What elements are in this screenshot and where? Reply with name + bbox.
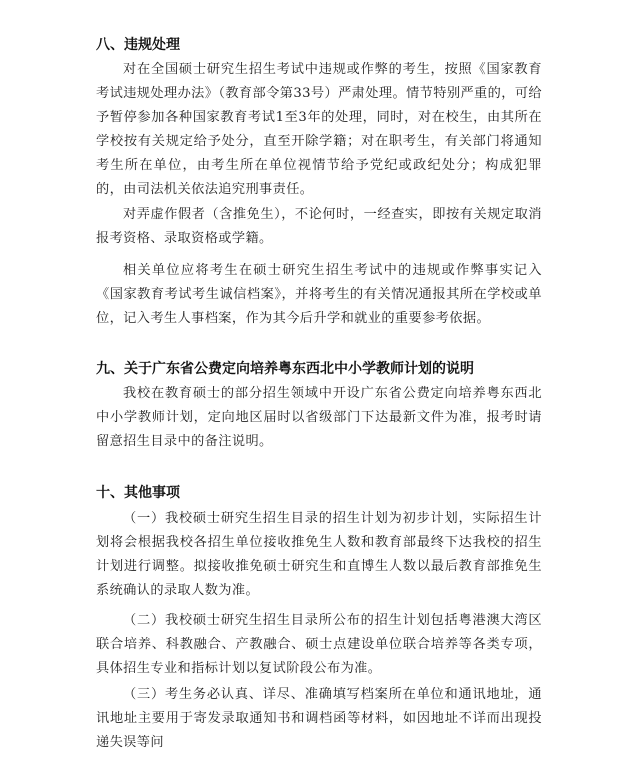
section-8-heading: 八、违规处理 [96, 37, 180, 53]
section-10-paragraph-1: （一）我校硕士研究生招生目录的招生计划为初步计划，实际招生计划将会根据我校各招生单位接收推免生人数和教育部最终下达我校的招生计划进行调整。拟接收推免硕士研究生和直博生人数以最后教育部推免生系统确认的录取人数为准。 [96, 511, 542, 598]
section-8-paragraph-1: 对在全国硕士研究生招生考试中违规或作弊的考生，按照《国家教育考试违规处理办法》（教育部令第33号）严肃处理。情节特别严重的，可给予暂停参加各种国家教育考试1至3年的处理，同时，对在校生，由其所在学校按有关规定给予处分，直至开除学籍；对在职考生，有关部门将通知考生所在单位，由考生所在单位视情节给予党纪或政纪处分；构成犯罪的，由司法机关依法追究刑事责任。 [96, 62, 542, 197]
section-8-paragraph-3: 相关单位应将考生在硕士研究生招生考试中的违规或作弊事实记入《国家教育考试考生诚信档案》，并将考生的有关情况通报其所在学校或单位，记入考生人事档案，作为其今后升学和就业的重要参考依据。 [96, 263, 542, 326]
section-8-paragraph-2: 对弄虚作假者（含推免生），不论何时，一经查实，即按有关规定取消报考资格、录取资格或学籍。 [96, 207, 542, 246]
section-10-paragraph-3: （三）考生务必认真、详尽、准确填写档案所在单位和通讯地址，通讯地址主要用于寄发录取通知书和调档函等材料，如因地址不详而出现投递失误等问 [96, 687, 542, 750]
section-10-heading: 十、其他事项 [96, 485, 180, 501]
section-9-paragraph-1: 我校在教育硕士的部分招生领域中开设广东省公费定向培养粤东西北中小学教师计划，定向地区届时以省级部门下达最新文件为准，报考时请留意招生目录中的备注说明。 [96, 386, 542, 449]
section-10-paragraph-2: （二）我校硕士研究生招生目录所公布的招生计划包括粤港澳大湾区联合培养、科教融合、产教融合、硕士点建设单位联合培养等各类专项，具体招生专业和指标计划以复试阶段公布为准。 [96, 613, 542, 676]
section-9-heading: 九、关于广东省公费定向培养粤东西北中小学教师计划的说明 [96, 361, 474, 377]
